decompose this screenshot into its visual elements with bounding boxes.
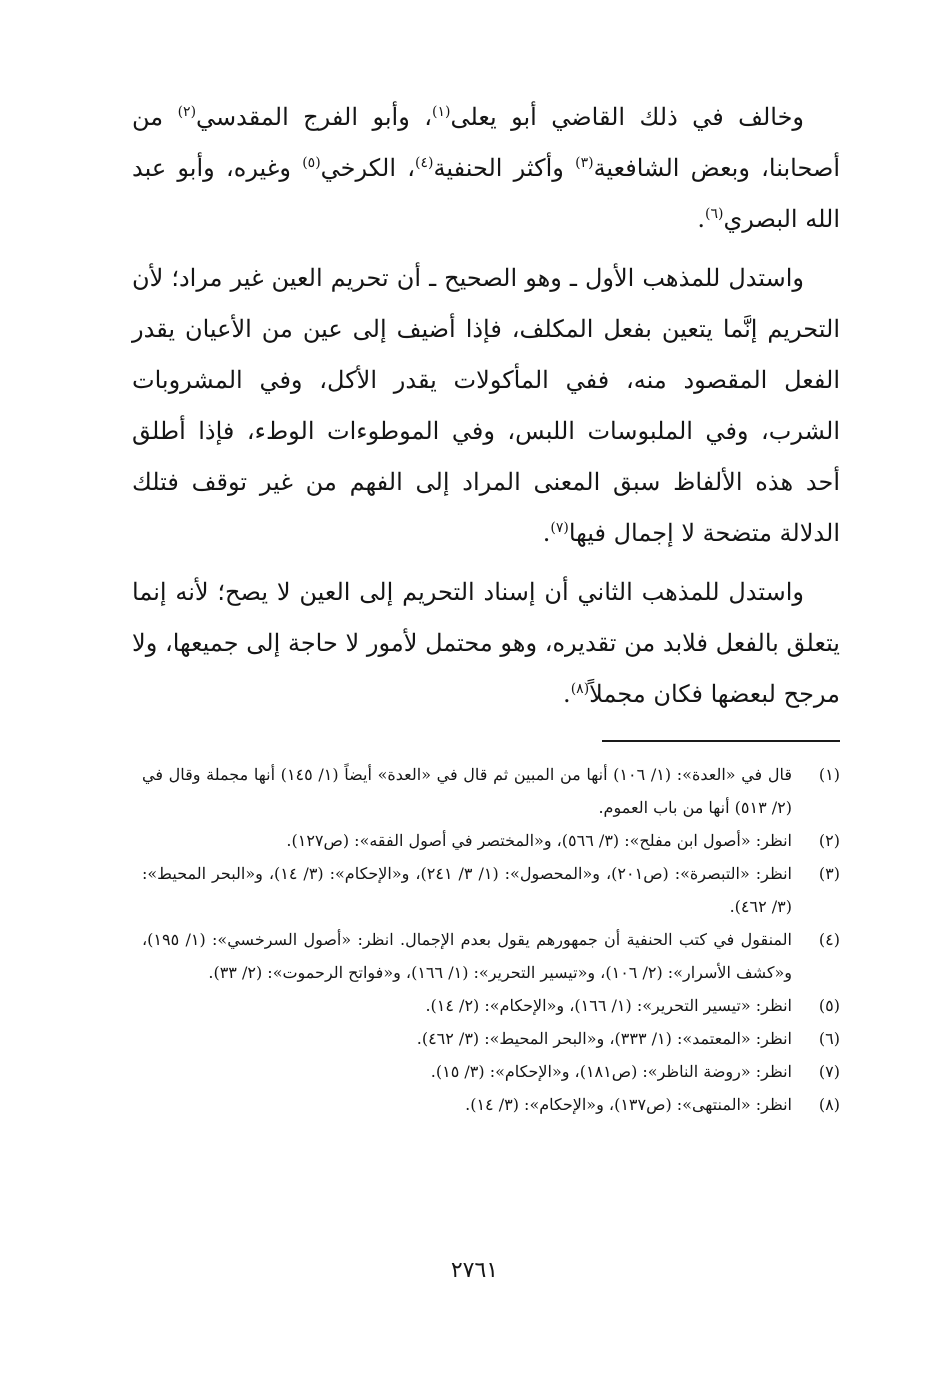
text-run: . [542,519,551,547]
footnote-ref[interactable]: (١) [431,104,451,120]
footnote [142,1055,842,1088]
footnote-separator [602,740,840,742]
footnote-ref[interactable]: (٦) [705,206,724,222]
footnote-number: (١) [818,765,840,784]
paragraph-2 [132,253,840,559]
footnote-ref[interactable]: (٤) [414,155,434,171]
footnotes [142,758,842,1121]
text-run: واستدل للمذهب الثاني أن إسناد التحريم إلى العين لا يصح؛ لأنه إنما يتعلق بالفعل فلابد من تقديره، وهو محتمل لأمور لا حاجة إلى جميعها، ولا مرجح لبعضها فكان مجملاً [132,578,840,708]
text-run: وأكثر الحنفية [433,154,576,182]
footnote-number: (٥) [818,996,840,1015]
footnote-number: (٢) [818,831,840,850]
footnote-text: انظر: «التبصرة»: (ص٢٠١)، و«المحصول»: (١/ ٣/ ٢٤١)، و«الإحكام»: (٣/ ١٤)، و«البحر المحيط»: (٣/ ٤٦٢). [142,864,792,916]
text-run: . [563,680,571,708]
footnote-number: (٧) [818,1062,840,1081]
footnote-number: (٣) [818,864,840,883]
footnote-text: انظر: «المعتمد»: (١/ ٣٣٣)، و«البحر المحيط»: (٣/ ٤٦٢). [416,1029,792,1048]
text-run: وخالف في ذلك القاضي أبو يعلى [450,103,804,131]
footnote [142,1088,842,1121]
text-run: واستدل للمذهب الأول ـ وهو الصحيح ـ أن تحريم العين غير مراد؛ لأن التحريم إنَّما يتعين بفعل المكلف، فإذا أضيف إلى عين من الأعيان يقدر الفعل المقصود منه، ففي المأكولات يقدر الأكل، وفي المشروبات الشرب، وفي الملبوسات اللبس، وفي الموطوءات الوطء، فإذا أطلق أحد هذه الألفاظ سبق المعنى المراد إلى الفهم من غير توقف فتلك الدلالة متضحة لا إجمال فيها [132,264,840,547]
page-number: ٢٧٦١ [450,1258,499,1283]
footnote-ref[interactable]: (٢) [177,104,197,120]
text-run: من أصحابنا، وبعض الشافعية [132,103,841,182]
text-run: وغيره، وأبو عبد الله البصري [132,154,840,233]
footnote-number: (٤) [818,930,840,949]
footnote [142,857,842,923]
footnote-text: انظر: «المنتهى»: (ص١٣٧)، و«الإحكام»: (٣/ ١٤). [465,1095,792,1114]
footnote-ref[interactable]: (٣) [575,155,594,171]
footnote-text: المنقول في كتب الحنفية أن جمهورهم يقول بعدم الإجمال. انظر: «أصول السرخسي»: (١/ ١٩٥)، و«كشف الأسرار»: (٢/ ١٠٦)، و«تيسير التحرير»: (١/ ١٦٦)، و«فواتح الرحموت»: (٢/ ٣٣). [142,930,792,982]
footnote [142,1022,842,1055]
footnote-ref[interactable]: (٧) [550,520,569,536]
footnote [142,923,842,989]
paragraph-3 [132,567,840,720]
footnote-ref[interactable]: (٨) [570,681,590,697]
footnote [142,989,842,1022]
footnote-number: (٨) [818,1095,840,1114]
footnote-text: انظر: «تيسير التحرير»: (١/ ١٦٦)، و«الإحكام»: (٢/ ١٤). [425,996,792,1015]
paragraph-1 [132,92,840,245]
footnote [142,758,842,824]
text-run: . [697,205,706,233]
footnote-text: انظر: «أصول ابن مفلح»: (٣/ ٥٦٦)، و«المختصر في أصول الفقه»: (ص١٢٧). [286,831,792,850]
footnote-ref[interactable]: (٥) [302,155,321,171]
footnote-text: قال في «العدة»: (١/ ١٠٦) أنها من المبين ثم قال في «العدة» أيضاً (١/ ١٤٥) أنها مجملة وقال في (٢/ ٥١٣) أنها من باب العموم. [142,765,793,817]
footnote-number: (٦) [818,1029,840,1048]
footnote-text: انظر: «روضة الناظر»: (ص١٨١)، و«الإحكام»: (٣/ ١٥). [430,1062,792,1081]
footnote [142,824,842,857]
text-run: ، الكرخي [320,154,415,182]
text-run: ، وأبو الفرج المقدسي [196,103,432,131]
main-text [132,92,840,728]
